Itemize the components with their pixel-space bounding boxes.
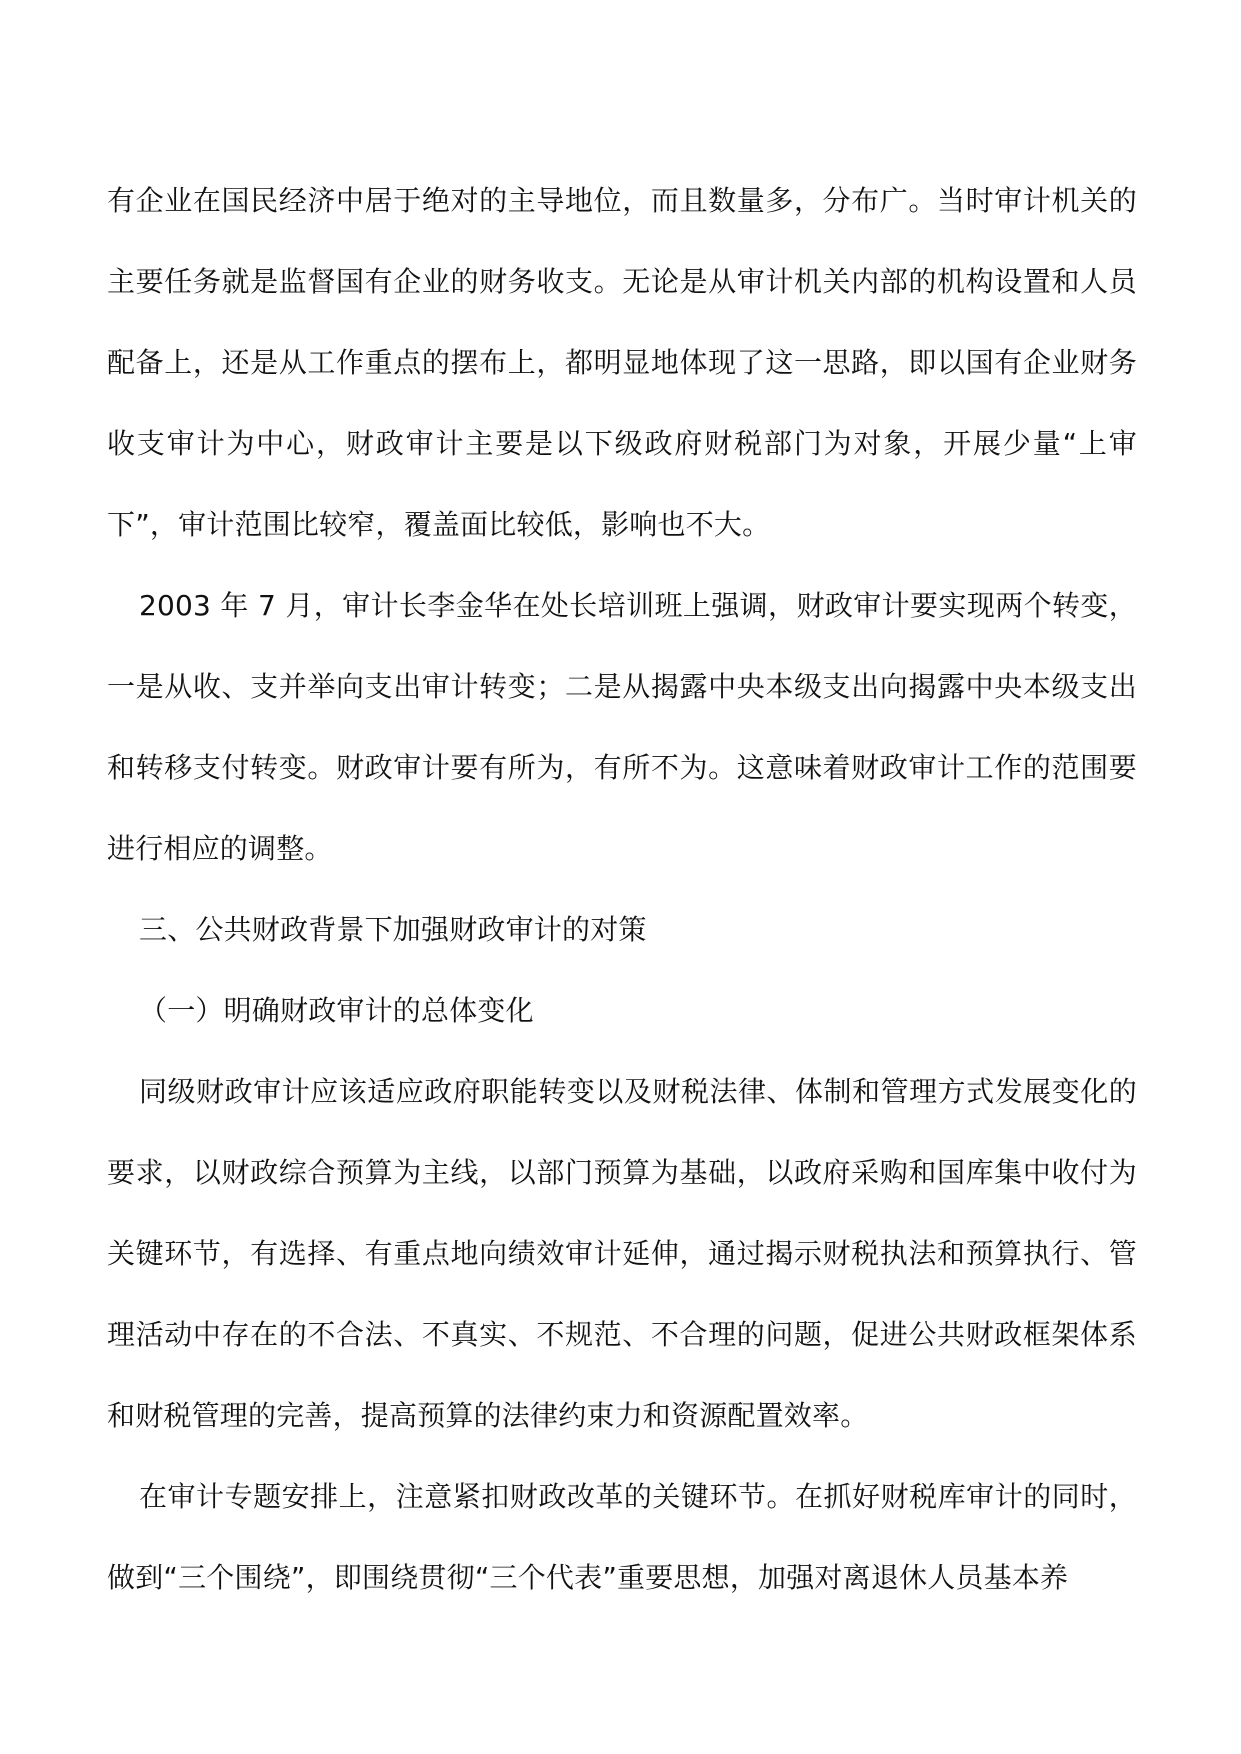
- section-heading-countermeasures: 三、公共财政背景下加强财政审计的对策: [139, 913, 647, 946]
- paragraph-state-enterprise-audit: 有企业在国民经济中居于绝对的主导地位，而且数量多，分布广。当时审计机关的主要任务就是监督国有企业的财务收支。无论是从审计机关内部的机构设置和人员配备上，还是从工作重点的摆布上，都明显地体现了这一思路，即以国有企业财务收支审计为中心，财政审计主要是以下级政府财税部门为对象，开展少量“上审下”，审计范围比较窄，覆盖面比较低，影响也不大。: [107, 184, 1137, 541]
- paragraph-audit-topic-arrangement: 在审计专题安排上，注意紧扣财政改革的关键环节。在抓好财税库审计的同时，做到“三个围绕”，即围绕贯彻“三个代表”重要思想，加强对离退休人员基本养: [107, 1480, 1137, 1594]
- paragraph-2003-audit-shift: 2003 年 7 月，审计长李金华在处长培训班上强调，财政审计要实现两个转变，一是从收、支并举向支出审计转变；二是从揭露中央本级支出向揭露中央本级支出和转移支付转变。财政审计要有所为，有所不为。这意味着财政审计工作的范围要进行相应的调整。: [107, 589, 1137, 865]
- subsection-heading-overall-change: （一）明确财政审计的总体变化: [139, 994, 534, 1027]
- paragraph-same-level-fiscal-audit: 同级财政审计应该适应政府职能转变以及财税法律、体制和管理方式发展变化的要求，以财政综合预算为主线，以部门预算为基础，以政府采购和国库集中收付为关键环节，有选择、有重点地向绩效审计延伸，通过揭示财税执法和预算执行、管理活动中存在的不合法、不真实、不规范、不合理的问题，促进公共财政框架体系和财税管理的完善，提高预算的法律约束力和资源配置效率。: [107, 1075, 1137, 1432]
- document-body: [107, 160, 1137, 1618]
